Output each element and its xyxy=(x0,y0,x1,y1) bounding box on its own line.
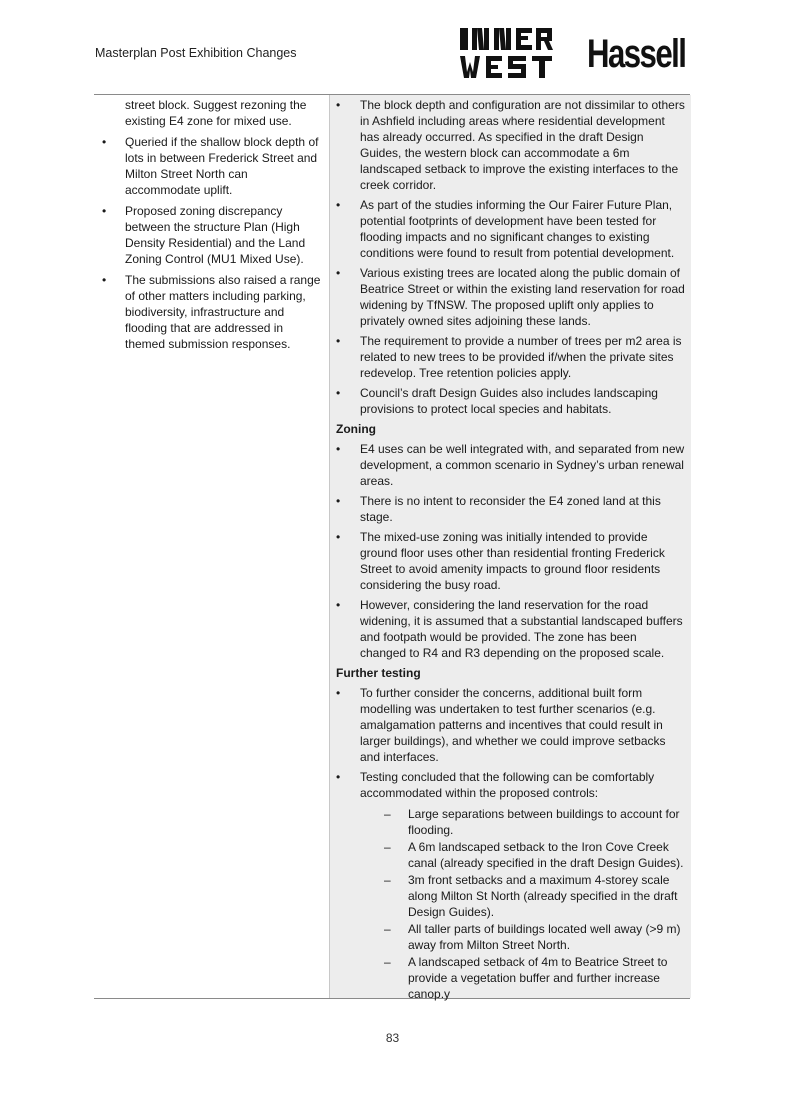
list-item xyxy=(336,597,686,661)
dash-icon: – xyxy=(384,840,391,854)
bullet-text: Proposed zoning discrepancy between the structure Plan (High Density Residential) and the Land Zoning Control (MU1 Mixed Use). xyxy=(125,204,306,266)
page-number: 83 xyxy=(385,1031,400,1045)
bullet-icon: • xyxy=(336,770,341,784)
response-column xyxy=(329,95,691,1001)
sub-list-item xyxy=(360,839,686,871)
response-content xyxy=(336,97,686,1006)
sub-list xyxy=(360,806,686,1002)
sub-list-item xyxy=(360,954,686,1002)
bullet-icon: • xyxy=(336,198,341,212)
list-item xyxy=(94,97,324,129)
sub-bullet-text: A 6m landscaped setback to the Iron Cove Creek canal (already specified in the draft Design Guides). xyxy=(408,840,684,870)
list-item xyxy=(336,441,686,489)
list-item xyxy=(336,265,686,329)
bullet-icon: • xyxy=(336,266,341,280)
list-item xyxy=(94,134,324,198)
bullet-icon: • xyxy=(336,494,341,508)
bullet-icon: • xyxy=(336,98,341,112)
list-item xyxy=(94,203,324,267)
list-item xyxy=(336,385,686,417)
bullet-text: Testing concluded that the following can be comfortably accommodated within the proposed controls: xyxy=(360,770,655,800)
bullet-text: Council’s draft Design Guides also includes landscaping provisions to protect local species and habitats. xyxy=(360,386,658,416)
sub-bullet-text: 3m front setbacks and a maximum 4-storey scale along Milton St North (already specified in the draft Design Guides). xyxy=(408,873,678,919)
sub-list-item xyxy=(360,806,686,838)
bullet-icon: • xyxy=(102,204,107,218)
bullet-icon: • xyxy=(336,442,341,456)
bullet-text: As part of the studies informing the Our Fairer Future Plan, potential footprints of development have been tested for flooding impacts and no significant changes to existing conditions were found to result from potential development. xyxy=(360,198,675,260)
bullet-text: Various existing trees are located along the public domain of Beatrice Street or within the existing land reservation for road widening by TfNSW. The proposed uplift only applies to privately owned sites adjoining these lands. xyxy=(360,266,685,328)
bullet-text: There is no intent to reconsider the E4 zoned land at this stage. xyxy=(360,494,661,524)
sub-bullet-text: A landscaped setback of 4m to Beatrice Street to provide a vegetation buffer and further increase canop.y xyxy=(408,955,668,1001)
list-item xyxy=(336,529,686,593)
list-item xyxy=(336,493,686,525)
bullet-text: Queried if the shallow block depth of lots in between Frederick Street and Milton Street North can accommodate uplift. xyxy=(125,135,319,197)
bullet-icon: • xyxy=(336,686,341,700)
dash-icon: – xyxy=(384,807,391,821)
sub-bullet-text: Large separations between buildings to account for flooding. xyxy=(408,807,680,837)
list-item xyxy=(94,272,324,352)
bullet-icon: • xyxy=(336,386,341,400)
bullet-icon: • xyxy=(336,334,341,348)
bullet-icon: • xyxy=(102,135,107,149)
bullet-text: E4 uses can be well integrated with, and separated from new development, a common scenario in Sydney’s urban renewal areas. xyxy=(360,442,685,488)
bullet-text: The requirement to provide a number of trees per m2 area is related to new trees to be provided if/when the private sites redevelop. Tree retention policies apply. xyxy=(360,334,682,380)
list-item xyxy=(336,97,686,193)
bullet-text: The mixed-use zoning was initially intended to provide ground floor uses other than residential fronting Frederick Street to avoid amenity impacts to ground floor residents considering the busy road. xyxy=(360,530,665,592)
list-item xyxy=(336,197,686,261)
sub-list-item xyxy=(360,872,686,920)
inner-west-logo xyxy=(458,26,556,80)
bullet-text: The block depth and configuration are not dissimilar to others in Ashfield including areas where residential development has already occurred. As specified in the draft Design Guides, the western block can accommodate a 6m landscaped setback to improve the existing interfaces to the creek corridor. xyxy=(360,98,685,192)
bullet-icon: • xyxy=(336,530,341,544)
dash-icon: – xyxy=(384,922,391,936)
submission-column xyxy=(94,95,329,998)
sub-bullet-text: All taller parts of buildings located well away (>9 m) away from Milton Street North. xyxy=(408,922,681,952)
bullet-icon: • xyxy=(336,598,341,612)
zoning-list xyxy=(336,441,686,661)
dash-icon: – xyxy=(384,955,391,969)
continued-text: street block. Suggest rezoning the existing E4 zone for mixed use. xyxy=(125,98,307,128)
list-item xyxy=(336,769,686,1002)
bullet-icon: • xyxy=(102,273,107,287)
bullet-text: The submissions also raised a range of other matters including parking, biodiversity, infrastructure and flooding that are addressed in themed submission responses. xyxy=(125,273,321,351)
bullet-text: However, considering the land reservation for the road widening, it is assumed that a substantial landscaped buffers and footpath would be provided. The zone has been changed to R4 and R3 depending on the proposed scale. xyxy=(360,598,683,660)
hassell-logo: Hassell xyxy=(587,32,686,76)
submission-list xyxy=(94,97,324,357)
further-testing-list xyxy=(336,685,686,1002)
sub-list-item xyxy=(360,921,686,953)
bullet-text: To further consider the concerns, additional built form modelling was undertaken to test further scenarios (e.g. amalgamation patterns and incentives that could result in larger buildings), and whether we could improve setbacks and interfaces. xyxy=(360,686,666,764)
zoning-heading: Zoning xyxy=(336,422,376,436)
dash-icon: – xyxy=(384,873,391,887)
list-item xyxy=(336,333,686,381)
document-title: Masterplan Post Exhibition Changes xyxy=(95,46,297,60)
list-item xyxy=(336,685,686,765)
intro-list xyxy=(336,97,686,417)
further-testing-heading: Further testing xyxy=(336,666,421,680)
response-table xyxy=(94,94,690,999)
